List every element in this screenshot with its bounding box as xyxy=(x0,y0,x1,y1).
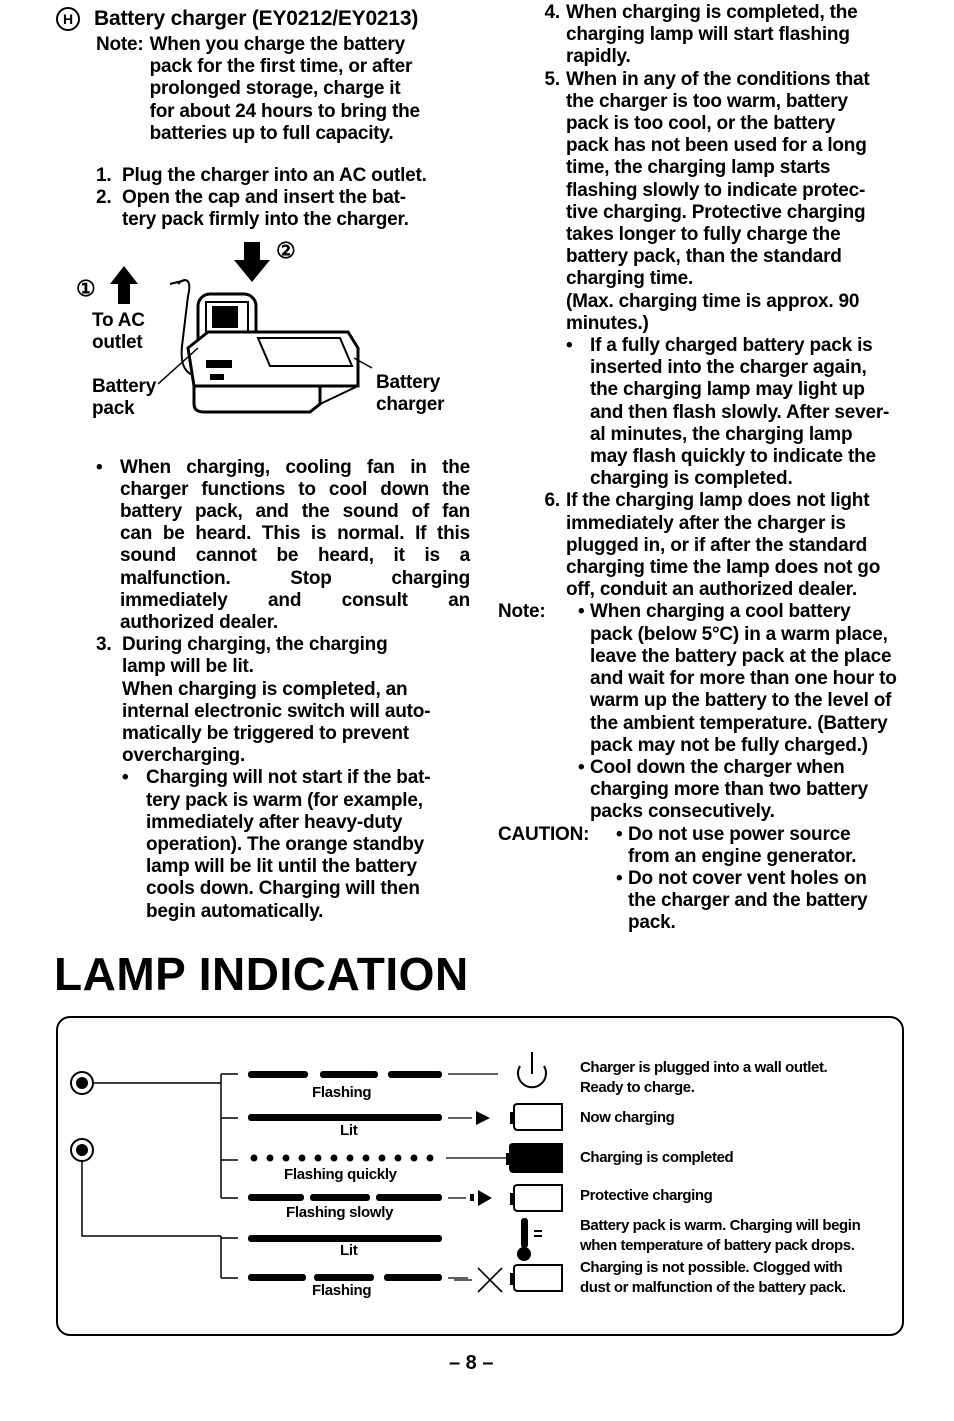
text-line: When in any of the conditions that xyxy=(566,68,870,90)
text-line: pack has not been used for a long xyxy=(566,135,867,157)
text-line: off, conduit an authorized dealer. xyxy=(566,579,857,601)
text-line: When charging, cooling fan in the xyxy=(120,456,470,478)
battery-empty-icon xyxy=(510,1265,562,1291)
text-line: begin automatically. xyxy=(146,900,324,922)
text-line: During charging, the charging xyxy=(122,634,388,656)
pattern-dot xyxy=(251,1155,258,1162)
text-line: If the charging lamp does not light xyxy=(566,490,870,512)
pattern-lit xyxy=(248,1111,490,1125)
pattern-dot xyxy=(331,1155,338,1162)
pattern-dot xyxy=(427,1155,434,1162)
lamp-desc: Charger is plugged into a wall outlet. Ready to charge. xyxy=(580,1059,828,1096)
text-line: authorized dealer. xyxy=(120,612,278,634)
text-line: batteries up to full capacity. xyxy=(149,122,394,144)
text-line: the charging lamp may light up xyxy=(590,379,865,401)
pattern-dot xyxy=(363,1155,370,1162)
text-line: al minutes, the charging lamp xyxy=(590,423,853,445)
pattern-flashing-quickly xyxy=(251,1155,434,1162)
text-line: lamp will be lit. xyxy=(122,656,254,678)
note-label: Note: xyxy=(96,34,144,55)
pattern-flashing xyxy=(248,1274,468,1281)
right-note-label: Note: xyxy=(498,601,546,623)
text-line: Do not cover vent holes on xyxy=(628,867,867,889)
text-line: flashing slowly to indicate protec- xyxy=(566,179,866,201)
text-line: packs consecutively. xyxy=(590,801,775,823)
section-title xyxy=(56,6,470,32)
text-line: and wait for more than one hour to xyxy=(590,668,897,690)
text-line: pack is too cool, or the battery xyxy=(566,113,836,135)
text-line: matically be triggered to prevent xyxy=(122,723,409,745)
cooling-fan-bullet: • When charging, cooling fan in the charger functions to cool down the battery pack, and the sound of fan can be heard. This is normal. If this sound cannot be heard, it is a malfunction. Stop charging immediately and consult an authorized dealer. xyxy=(96,456,470,634)
lamp-desc: Charging is not possible. Clogged with dust or malfunction of the battery pack. xyxy=(580,1259,846,1296)
text-line: may flash quickly to indicate the xyxy=(590,446,876,468)
text-line: When charging is completed, the xyxy=(566,2,858,23)
text-line: overcharging. xyxy=(122,745,246,767)
lamp-circle-icon xyxy=(71,1139,93,1161)
text-line: minutes.) xyxy=(566,312,649,334)
note-text xyxy=(150,34,470,145)
pattern-dot xyxy=(395,1155,402,1162)
text-line: operation). The orange standby xyxy=(146,834,424,856)
first-charge-note xyxy=(96,34,470,145)
power-icon xyxy=(518,1052,546,1087)
arrow-down-icon xyxy=(234,242,270,282)
step-5: 5. When in any of the conditions that the charger is too warm, battery pack is too cool, or the battery pack has not been used for a long time, the charging lamp starts flashing slowly to indicate protec- tive charging. Protective charging takes longer to fully charge the battery pack, than the standard charging time. (Max. charging time is approx. 90 minutes.) • If a fully charged battery pack is inserted into the charger again, the charging lamp may light up and then flash slowly. After sever- al minutes, the charging lamp may flash quickly to indicate the charging is completed. xyxy=(536,69,910,491)
pattern-dot xyxy=(267,1155,274,1162)
battery-full-icon xyxy=(506,1144,562,1172)
lamp-desc: Battery pack is warm. Charging will begin when temperature of battery pack drops. xyxy=(580,1217,861,1254)
text-line: lamp will be lit until the battery xyxy=(146,856,417,878)
text-line: When you charge the battery xyxy=(149,34,405,55)
battery-empty-icon xyxy=(510,1185,562,1211)
pattern-lit xyxy=(248,1235,442,1242)
page-number: – 8 – xyxy=(449,1352,494,1374)
pattern-flashing xyxy=(248,1071,498,1078)
right-column xyxy=(498,2,910,935)
cross-icon xyxy=(454,1268,502,1292)
pattern-label: Flashing xyxy=(312,1084,372,1101)
step-item: 2. Open the cap and insert the bat- tery pack firmly into the charger. xyxy=(96,187,409,231)
charger-diagram xyxy=(58,236,470,451)
section-marker: H xyxy=(56,7,80,31)
text-line: Cool down the charger when xyxy=(590,756,845,778)
text-line: malfunction. Stop charging xyxy=(120,567,470,589)
arrow-up-icon xyxy=(110,266,138,304)
text-line: rapidly. xyxy=(566,46,631,68)
pattern-label: Flashing xyxy=(312,1282,372,1299)
text-line: charging time. xyxy=(566,268,694,290)
text-line: battery pack, than the standard xyxy=(566,246,842,268)
pattern-label: Flashing quickly xyxy=(284,1166,397,1183)
text-line: takes longer to fully charge the xyxy=(566,224,841,246)
recharge-bullet: • If a fully charged battery pack is inserted into the charger again, the charging lamp may light up and then flash slowly. After sever- al minutes, the charging lamp may flash quickly to indicate the charging is completed. xyxy=(566,335,910,490)
text-line: Charging will not start if the bat- xyxy=(146,767,431,789)
lamp-indication-panel xyxy=(56,1016,904,1336)
text-line: and then flash slowly. After sever- xyxy=(590,401,890,423)
pattern-dot xyxy=(315,1155,322,1162)
text-line: charging is completed. xyxy=(590,468,793,490)
text-line: the ambient temperature. (Battery xyxy=(590,712,888,734)
battery-charger-label: Battery charger xyxy=(376,371,445,415)
text-line: immediately after the charger is xyxy=(566,512,846,534)
lamp-desc: Protective charging xyxy=(580,1187,713,1204)
text-line: pack (below 5°C) in a warm place, xyxy=(590,623,888,645)
pattern-label: Lit xyxy=(340,1242,358,1259)
text-line: pack for the first time, or after xyxy=(149,56,413,78)
text-line: for about 24 hours to bring the xyxy=(149,100,420,122)
marker-2: ② xyxy=(276,237,296,263)
text-line: immediately and consult an xyxy=(120,589,470,611)
text-line: pack. xyxy=(628,912,676,934)
step-6: 6. If the charging lamp does not light immediately after the charger is plugged in, or if after the standard charging time the lamp does not go off, conduit an authorized dealer. xyxy=(536,490,910,601)
marker-1: ① xyxy=(76,275,96,301)
right-note: Note: • When charging a cool battery pack (below 5°C) in a warm place, leave the battery pack at the place and wait for more than one hour to warm up the battery to the level of the ambient temperature. (Battery pack may not be fully charged.) • Cool down the charger when charging more than two battery packs consecutively. xyxy=(498,601,910,823)
caution: CAUTION: • Do not use power source from an engine generator. • Do not cover vent holes on the charger and the battery pack. xyxy=(498,824,910,935)
text-line: leave the battery pack at the place xyxy=(590,645,892,667)
step-4: 4. When charging is completed, the charging lamp will start flashing rapidly. xyxy=(536,2,910,69)
steps-1-2 xyxy=(58,165,470,232)
text-line: sound cannot be heard, it is a xyxy=(120,545,470,567)
text-line: the charger and the battery xyxy=(628,890,868,912)
lamp-indication-title: LAMP INDICATION xyxy=(54,948,469,1000)
pattern-dot xyxy=(299,1155,306,1162)
text-line: time, the charging lamp starts xyxy=(566,157,831,179)
pattern-dot xyxy=(347,1155,354,1162)
text-line: plugged in, or if after the standard xyxy=(566,534,868,556)
lamp-desc: Charging is completed xyxy=(580,1149,734,1166)
text-line: battery pack, and the sound of fan xyxy=(120,501,470,523)
text-line: immediately after heavy-duty xyxy=(146,811,403,833)
pattern-dot xyxy=(411,1155,418,1162)
pattern-label: Lit xyxy=(340,1122,358,1139)
step-item: 1. Plug the charger into an AC outlet. xyxy=(96,165,427,187)
text-line: charger functions to cool down the xyxy=(120,478,470,500)
text-line: Do not use power source xyxy=(628,823,851,845)
text-line: inserted into the charger again, xyxy=(590,357,867,379)
lamp-circle-icon xyxy=(71,1072,93,1094)
text-line: charging more than two battery xyxy=(590,779,868,801)
left-column xyxy=(58,6,470,923)
text-line: warm up the battery to the level of xyxy=(590,690,892,712)
text-line: can be heard. This is normal. If this xyxy=(120,523,470,545)
thermometer-icon xyxy=(517,1218,542,1261)
text-line: charging time the lamp does not go xyxy=(566,557,881,579)
standby-lamp-bullet: • Charging will not start if the bat- tery pack is warm (for example, immediately after heavy-duty operation). The orange standby lamp will be lit until the battery cools down. Charging will then begin automatically. xyxy=(122,767,470,922)
pattern-dot xyxy=(379,1155,386,1162)
text-line: pack may not be fully charged.) xyxy=(590,734,868,756)
text-line: charging lamp will start flashing xyxy=(566,24,850,46)
text-line: When charging is completed, an xyxy=(122,678,408,700)
text-line: the charger is too warm, battery xyxy=(566,90,848,112)
text-line: from an engine generator. xyxy=(628,845,857,867)
caution-label: CAUTION: xyxy=(498,823,590,845)
battery-empty-icon xyxy=(510,1104,562,1130)
section-title-text: Battery charger (EY0212/EY0213) xyxy=(94,7,419,30)
text-line: If a fully charged battery pack is xyxy=(590,335,873,357)
text-line: When charging a cool battery xyxy=(590,601,851,623)
battery-pack-label: Battery pack xyxy=(92,375,157,419)
lamp-desc: Now charging xyxy=(580,1109,675,1126)
pattern-label: Flashing slowly xyxy=(286,1204,394,1221)
text-line: tery pack is warm (for example, xyxy=(146,789,423,811)
text-line: prolonged storage, charge it xyxy=(149,78,401,100)
pattern-dot xyxy=(283,1155,290,1162)
to-ac-outlet-label: To AC outlet xyxy=(92,309,145,353)
text-line: cools down. Charging will then xyxy=(146,878,420,900)
text-line: tive charging. Protective charging xyxy=(566,201,866,223)
step-3: 3. During charging, the charging lamp will be lit. When charging is completed, an internal electronic switch will auto- matically be triggered to prevent overcharging. • Charging will not start if the bat- tery pack is warm (for example, immediately after heavy-duty operation). The orange standby lamp will be lit until the battery cools down. Charging will then begin automatically. xyxy=(96,634,470,923)
text-line: internal electronic switch will auto- xyxy=(122,700,431,722)
text-line: (Max. charging time is approx. 90 xyxy=(566,290,860,312)
